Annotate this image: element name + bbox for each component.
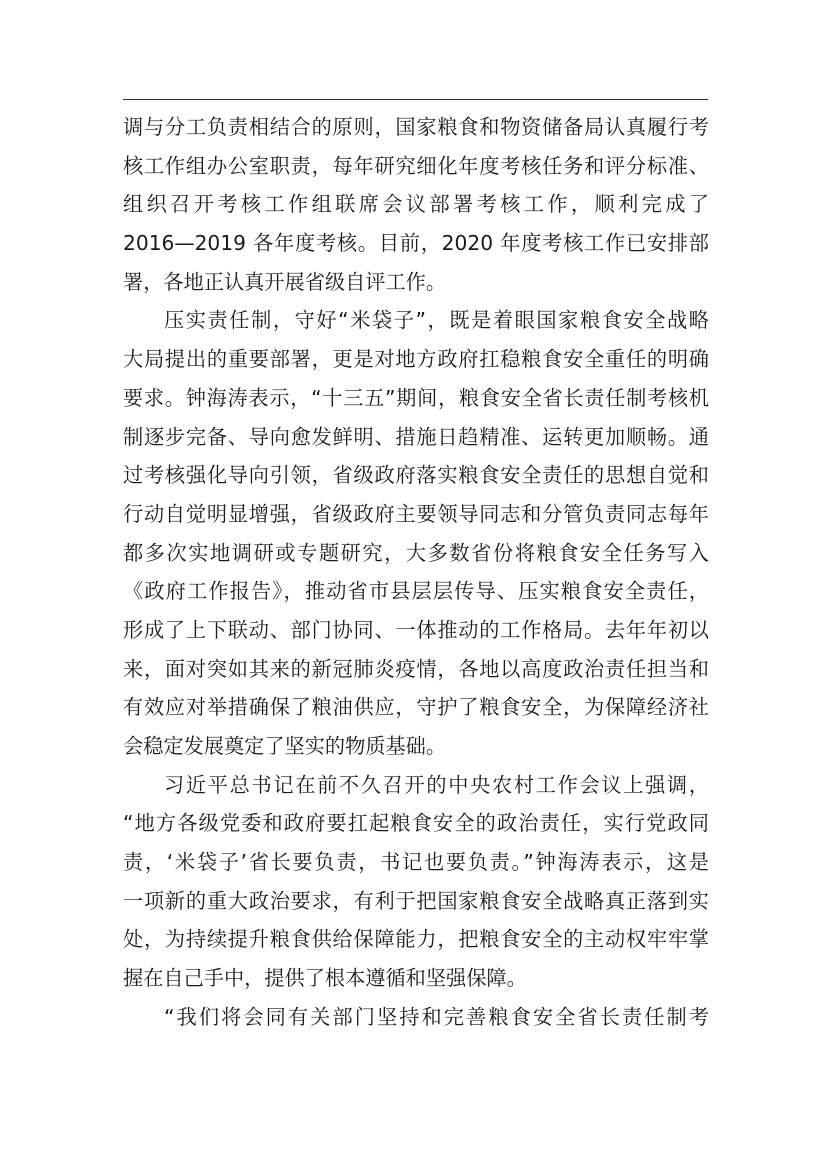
text-line: 来，面对突如其来的新冠肺炎疫情，各地以高度政治责任担当和 (123, 656, 709, 681)
text-line: 要求。钟海涛表示，“十三五”期间，粮食安全省长责任制考核机 (123, 385, 709, 410)
text-line: 过考核强化导向引领，省级政府落实粮食安全责任的思想自觉和 (123, 463, 709, 488)
text-line: 形成了上下联动、部门协同、一体推动的工作格局。去年年初以 (123, 617, 709, 642)
text-line: 行动自觉明显增强，省级政府主要领导同志和分管负责同志每年 (123, 501, 709, 526)
text-line: 核工作组办公室职责，每年研究细化年度考核任务和评分标准、 (123, 153, 709, 178)
text-line: 一项新的重大政治要求，有利于把国家粮食安全战略真正落到实 (123, 888, 709, 913)
text-line: 署，各地正认真开展省级自评工作。 (123, 269, 447, 294)
text-line: 调与分工负责相结合的原则，国家粮食和物资储备局认真履行考 (123, 115, 709, 139)
text-line: “我们将会同有关部门坚持和完善粮食安全省长责任制考 (164, 1004, 709, 1029)
header-rule (123, 99, 708, 100)
text-line: 组织召开考核工作组联席会议部署考核工作，顺利完成了 (123, 192, 709, 217)
text-line: 有效应对举措确保了粮油供应，守护了粮食安全，为保障经济社 (123, 695, 709, 720)
text-line: 压实责任制，守好“米袋子”，既是着眼国家粮食安全战略 (164, 308, 709, 333)
text-line: 《政府工作报告》，推动省市县层层传导、压实粮食安全责任， (123, 579, 709, 604)
text-line: “地方各级党委和政府要扛起粮食安全的政治责任，实行党政同 (123, 811, 709, 836)
text-line: 习近平总书记在前不久召开的中央农村工作会议上强调， (164, 772, 709, 797)
document-body (123, 108, 709, 1037)
text-line: 大局提出的重要部署，更是对地方政府扛稳粮食安全重任的明确 (123, 347, 709, 372)
text-line: 握在自己手中，提供了根本遵循和坚强保障。 (123, 966, 527, 991)
paragraph (123, 108, 709, 301)
paragraph (123, 766, 709, 998)
text-line: 制逐步完备、导向愈发鲜明、措施日趋精准、运转更加顺畅。通 (123, 424, 709, 449)
text-line: 会稳定发展奠定了坚实的物质基础。 (123, 734, 447, 758)
text-line: 2016—2019 各年度考核。目前，2020 年度考核工作已安排部 (123, 231, 709, 256)
text-line: 都多次实地调研或专题研究，大多数省份将粮食安全任务写入 (123, 540, 709, 565)
text-line: 责，‘米袋子’省长要负责，书记也要负责。”钟海涛表示，这是 (123, 850, 709, 875)
text-line: 处，为持续提升粮食供给保障能力，把粮食安全的主动权牢牢掌 (123, 927, 709, 952)
paragraph (123, 301, 709, 765)
paragraph (123, 998, 709, 1037)
